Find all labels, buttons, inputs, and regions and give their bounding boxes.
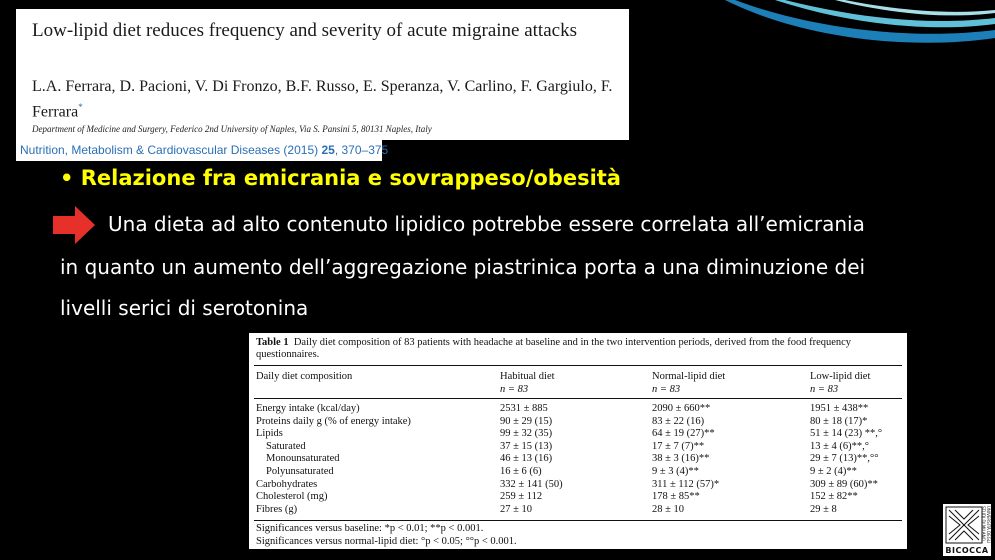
table-cell: 27 ± 10 [500, 503, 533, 515]
table-cell: 38 ± 3 (16)** [652, 453, 710, 465]
table-row [249, 441, 907, 453]
table-cell: Saturated [266, 440, 306, 452]
logo-university-text: UNIVERSITÀ DEGLI STUDI DI MILANO [981, 506, 991, 544]
table-cell: 311 ± 112 (57)* [652, 478, 720, 490]
table-cell: Fibres (g) [256, 503, 298, 515]
journal-citation [16, 140, 389, 161]
bullet-heading: • Relazione fra emicrania e sovrappeso/obesità [60, 166, 621, 190]
table-subheader-row [249, 384, 907, 396]
table-row [249, 428, 907, 440]
table-cell: 16 ± 6 (6) [500, 466, 542, 477]
table-cell: 259 ± 112 [500, 491, 543, 503]
body-line-1: Una dieta ad alto contenuto lipidico potrebbe essere correlata all’emicrania [108, 212, 865, 236]
table-header: Habitual diet [500, 371, 555, 382]
paper-department: Department of Medicine and Surgery, Federico 2nd University of Naples, Via S. Pansini 5, 80131 Naples, Italy [32, 124, 432, 134]
table-row [249, 479, 907, 491]
table-cell: 13 ± 4 (6)**,° [810, 440, 869, 452]
table-cell: 29 ± 7 (13)**,°° [810, 453, 879, 465]
journal-volume: 25 [321, 143, 335, 157]
table-cell: 9 ± 2 (4)** [810, 466, 857, 477]
table-row [249, 504, 907, 516]
table-cell: 152 ± 82** [810, 491, 858, 503]
table-row [249, 453, 907, 465]
table-cell: 51 ± 14 (23) **,° [810, 428, 883, 440]
table-cell: Lipids [256, 428, 283, 440]
right-arrow-icon [53, 206, 95, 244]
table-cell: 80 ± 18 (17)* [810, 415, 868, 427]
table-cell: 37 ± 15 (13) [500, 440, 553, 452]
journal-name: Nutrition, Metabolism & Cardiovascular Diseases (2015) [20, 143, 319, 157]
table-cell: Polyunsaturated [266, 466, 334, 477]
paper-header [16, 9, 629, 140]
table-cell: 46 ± 13 (16) [500, 453, 553, 465]
table-cell: Carbohydrates [256, 478, 318, 490]
table-cell: 2090 ± 660** [652, 403, 711, 414]
table-cell: 64 ± 19 (27)** [652, 428, 715, 440]
decorative-swoosh [695, 0, 995, 80]
table-cell: 28 ± 10 [652, 503, 685, 515]
bicocca-logo-icon [945, 506, 983, 544]
table-caption [256, 337, 901, 361]
table-row [249, 491, 907, 503]
body-line-2: in quanto un aumento dell’aggregazione piastrinica porta a una diminuzione dei [60, 255, 866, 279]
paper-authors [32, 76, 622, 122]
table-cell: 332 ± 141 (50) [500, 478, 563, 490]
table-cell: 90 ± 29 (15) [500, 415, 553, 427]
journal-pages: , 370–375 [334, 143, 389, 157]
table-cell: Monounsaturated [266, 453, 340, 465]
table-header-row [249, 371, 907, 383]
table-cell: Proteins daily g (% of energy intake) [256, 415, 411, 427]
table-subheader: n = 83 [810, 384, 839, 395]
body-line-3: livelli serici di serotonina [60, 296, 309, 320]
table-caption-text: Daily diet composition of 83 patients with headache at baseline and in the two intervention periods, derived from the food frequency questionnaires. [256, 337, 852, 360]
table-cell: 9 ± 3 (4)** [652, 466, 699, 477]
table-cell: 29 ± 8 [810, 503, 837, 515]
table-header: Daily diet composition [256, 371, 353, 382]
table-cell: 17 ± 7 (7)** [652, 440, 705, 452]
table-footnote-2: Significances versus normal-lipid diet: °p < 0.05; °°p < 0.001. [256, 536, 517, 547]
table-cell: 309 ± 89 (60)** [810, 478, 878, 490]
paper-title: Low-lipid diet reduces frequency and severity of acute migraine attacks [32, 20, 577, 41]
table-cell: Cholesterol (mg) [256, 491, 328, 503]
table-row [249, 466, 907, 478]
diet-table [249, 333, 907, 549]
table-cell: 99 ± 32 (35) [500, 428, 553, 440]
table-header: Low-lipid diet [810, 371, 871, 382]
table-cell: Energy intake (kcal/day) [256, 403, 360, 414]
author-list: L.A. Ferrara, D. Pacioni, V. Di Fronzo, B.F. Russo, E. Speranza, V. Carlino, F. Gargiulo, F. Ferrara [32, 78, 613, 121]
table-label: Table 1 [256, 337, 289, 348]
table-bottom-rule [254, 520, 902, 521]
table-top-rule [254, 365, 902, 366]
author-mark: * [78, 102, 83, 112]
table-row [249, 416, 907, 428]
table-subheader: n = 83 [500, 384, 529, 395]
table-footnote-1: Significances versus baseline: *p < 0.01; **p < 0.001. [256, 523, 484, 534]
table-subheader: n = 83 [652, 384, 681, 395]
logo-name: BICOCCA [945, 546, 989, 555]
table-header: Normal-lipid diet [652, 371, 726, 382]
university-logo [943, 504, 991, 556]
table-cell: 83 ± 22 (16) [652, 415, 705, 427]
table-header-rule [254, 398, 902, 399]
table-cell: 1951 ± 438** [810, 403, 869, 414]
table-row [249, 403, 907, 415]
table-cell: 2531 ± 885 [500, 403, 548, 414]
table-cell: 178 ± 85** [652, 491, 700, 503]
